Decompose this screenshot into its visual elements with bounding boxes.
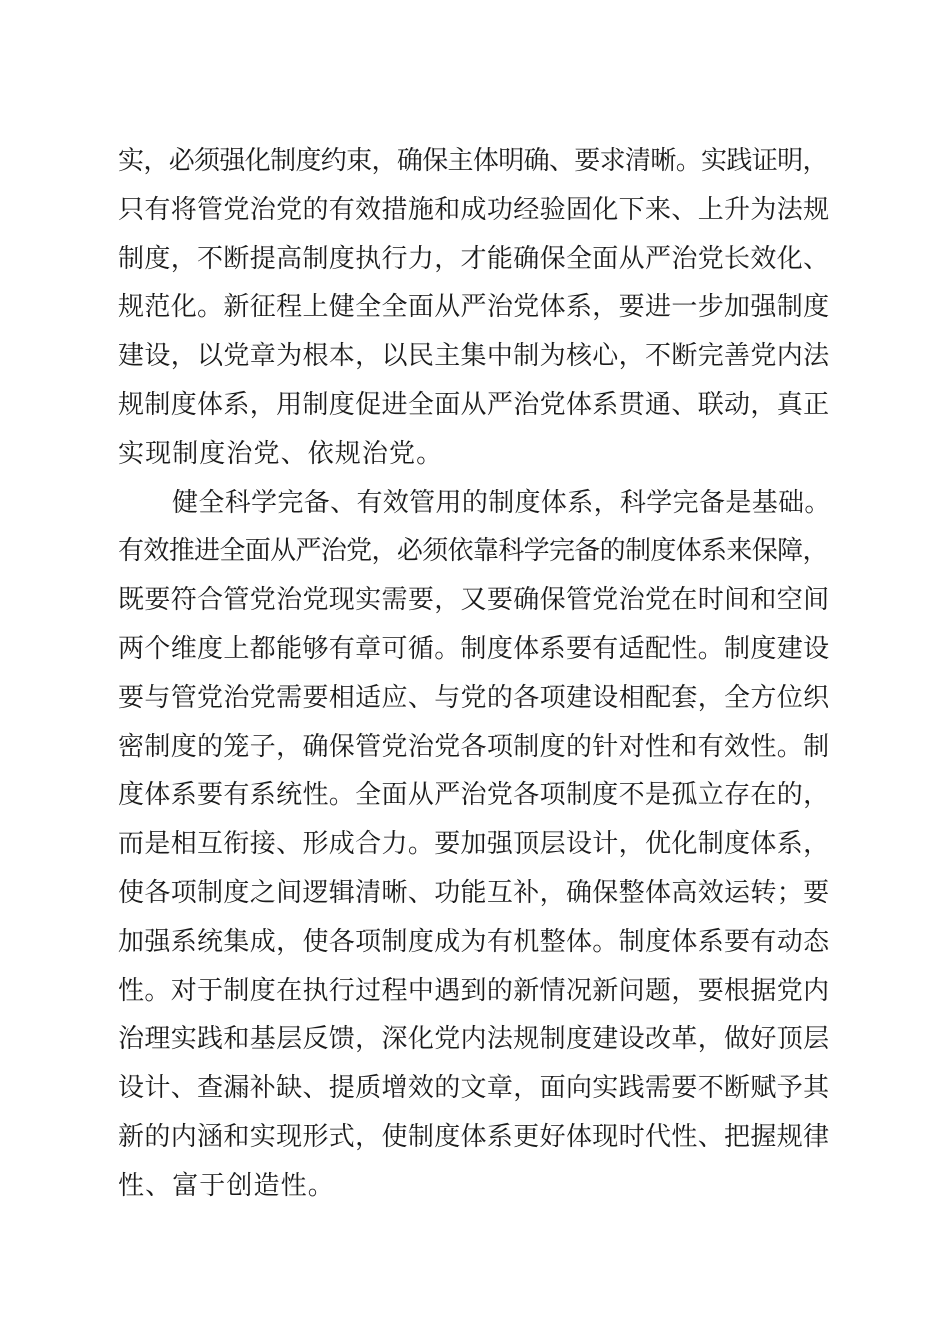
- text-line: 性、富于创造性。: [118, 1170, 335, 1201]
- document-body: [118, 137, 832, 1211]
- text-line: 实现制度治党、依规治党。: [118, 438, 444, 469]
- text-line: 实，必须强化制度约束，确保主体明确、要求清晰。实践证明，: [118, 146, 828, 176]
- text-line: 治理实践和基层反馈，深化党内法规制度建设改革，做好顶层: [118, 1024, 830, 1055]
- paragraph-2: [118, 479, 832, 1211]
- text-line: 加强系统集成，使各项制度成为有机整体。制度体系要有动态: [118, 926, 830, 957]
- paragraph-1: [118, 137, 832, 479]
- text-line: 制度，不断提高制度执行力，才能确保全面从严治党长效化、: [118, 243, 830, 274]
- text-line: 建设，以党章为根本，以民主集中制为核心，不断完善党内法: [118, 341, 830, 372]
- text-line: 度体系要有系统性。全面从严治党各项制度不是孤立存在的，: [118, 780, 830, 811]
- text-line: 有效推进全面从严治党，必须依靠科学完备的制度体系来保障，: [118, 536, 828, 567]
- text-line: 要与管党治党需要相适应、与党的各项建设相配套，全方位织: [118, 682, 830, 713]
- text-line: 规范化。新征程上健全全面从严治党体系，要进一步加强制度: [118, 292, 830, 323]
- text-line: 只有将管党治党的有效措施和成功经验固化下来、上升为法规: [118, 194, 830, 225]
- text-line: 密制度的笼子，确保管党治党各项制度的针对性和有效性。制: [118, 731, 830, 762]
- text-line: 而是相互衔接、形成合力。要加强顶层设计，优化制度体系，: [118, 829, 830, 860]
- text-line: 两个维度上都能够有章可循。制度体系要有适配性。制度建设: [118, 633, 830, 664]
- text-line: 规制度体系，用制度促进全面从严治党体系贯通、联动，真正: [118, 389, 830, 420]
- text-line: 新的内涵和实现形式，使制度体系更好体现时代性、把握规律: [118, 1121, 830, 1152]
- text-line: 性。对于制度在执行过程中遇到的新情况新问题，要根据党内: [118, 975, 830, 1006]
- text-line-indented: 健全科学完备、有效管用的制度体系，科学完备是基础。: [172, 487, 831, 518]
- text-line: 既要符合管党治党现实需要，又要确保管党治党在时间和空间: [118, 585, 830, 616]
- text-line: 使各项制度之间逻辑清晰、功能互补，确保整体高效运转；要: [118, 877, 830, 908]
- text-line: 设计、查漏补缺、提质增效的文章，面向实践需要不断赋予其: [118, 1073, 830, 1104]
